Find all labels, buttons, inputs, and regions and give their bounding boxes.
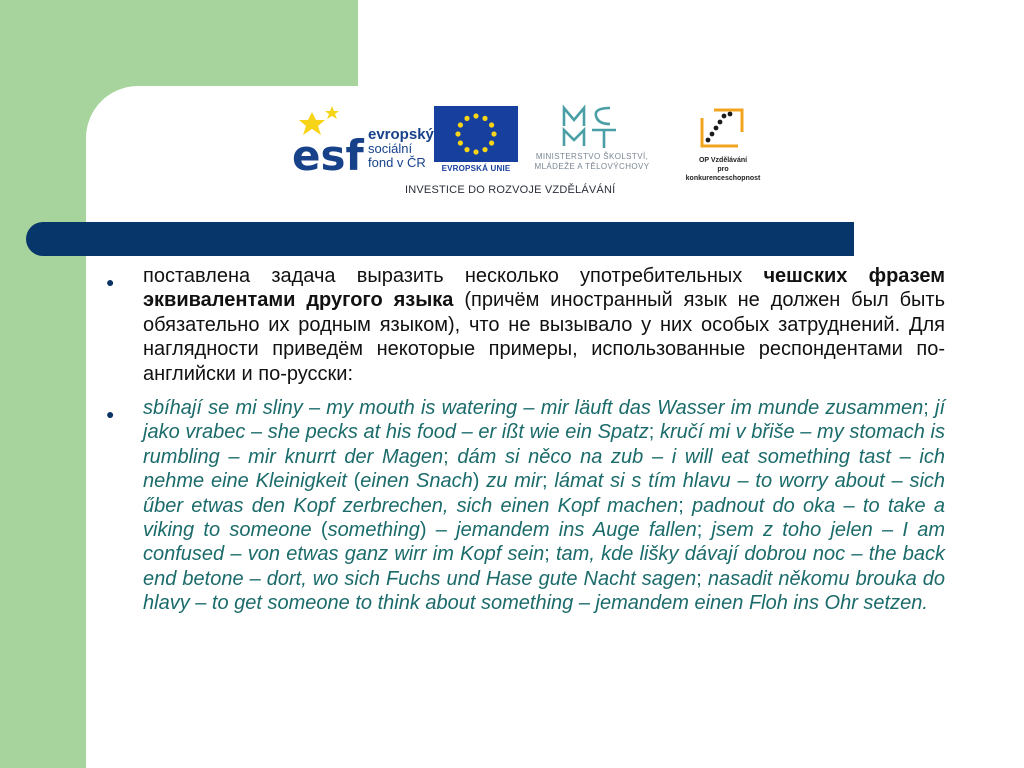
logo-strip: [290, 104, 770, 204]
bullet-item-2: ● sbíhají se mi sliny – my mouth is watering – mir läuft das Wasser im munde zusammen; jí jako vrabec – she pecks at his food – er ißt wie ein Spatz; kručí mi v břiše – my stomach is rumbling – mir knurrt der Magen; dám si něco na zub – i will eat something tast – ich nehme eine Kleinigkeit (einen Snach) zu mir; lámat si s tím hlavu – to worry about – sich űber etwas den Kopf zerbrechen, sich einen Kopf machen; padnout do oka – to take a viking to someone (something) – jemandem ins Auge fallen; jsem z toho jelen – I am confused – von etwas ganz wirr im Kopf sein; tam, kde lišky dávají dobrou noc – the back end betone – dort, wo sich Fuchs und Hase gute Nacht sagen; nasadit někomu brouka do hlavy – to get someone to think about something – jemandem einen Floh ins Ohr setzen.: [106, 397, 946, 615]
phrase-4-paren: einen Snach: [360, 470, 473, 493]
phrase-6-paren: something: [327, 519, 420, 542]
phrase-6-end: – jemandem ins Auge fallen: [426, 519, 697, 542]
esf-line1: evropský: [368, 126, 434, 143]
msmt-logo: [522, 104, 662, 176]
bullet-1-text-bold: чешских фразем эквивалентами другого языка: [143, 265, 945, 312]
slide-content: [100, 264, 945, 616]
esf-logo: [292, 104, 432, 174]
bullet-dot-icon: ●: [106, 406, 115, 423]
op-logo: [680, 106, 766, 182]
green-strip-left: [0, 0, 86, 768]
msmt-line2: MLÁDEŽE A TĚLOVÝCHOVY: [534, 162, 650, 171]
header-divider-bar: [26, 222, 854, 256]
phrase-2: jí jako vrabec – she pecks at his food – er ißt wie ein Spatz: [143, 397, 945, 444]
phrase-5: lámat si s tím hlavu – to worry about – sich űber etwas den Kopf zerbrechen, sich einen Kopf machen: [143, 470, 946, 517]
eu-label: EVROPSKÁ UNIE: [441, 164, 511, 173]
phrase-1: sbíhají se mi sliny – my mouth is watering – mir läuft das Wasser im munde zusammen: [143, 397, 924, 420]
msmt-text: [522, 152, 662, 172]
msmt-mark-icon: [560, 104, 620, 150]
op-line1: OP Vzdělávání: [698, 157, 748, 164]
bullet-dot-icon: ●: [106, 274, 115, 290]
bullet-1-text-a: поставлена задача выразить несколько употребительных: [143, 265, 764, 287]
phrase-4: dám si něco na zub – i will eat something tast – ich nehme eine Kleinigkeit: [143, 445, 945, 493]
esf-line3: fond v ČR: [368, 155, 426, 170]
phrase-3: kručí mi v břiše – my stomach is rumbling – mir knurrt der Magen: [143, 421, 945, 468]
esf-line2: sociální: [368, 141, 413, 156]
eu-logo: [434, 106, 518, 174]
svg-text:esf: esf: [292, 131, 364, 174]
esf-logo-text: [368, 128, 434, 170]
phrase-4-end: zu mir: [479, 470, 542, 493]
op-text: [680, 156, 766, 183]
phrase-9: nasadit někomu brouka do hlavy – to get someone to think about something – jemandem einen Floh ins Ohr setzen.: [143, 567, 945, 615]
phrase-6: padnout do oka – to take a viking to someone: [143, 494, 945, 542]
bullet-1-text-b: (причём иностранный язык не должен был быть обязательно их родным языком), что не вызывало у них особых затруднений. Для наглядности приведём некоторые примеры, использованные респондентами по-английски и по-русски:: [143, 289, 945, 385]
bullet-item-1: [100, 264, 945, 386]
op-line2: pro konkurenceschopnost: [685, 166, 761, 182]
esf-logo-icon: [292, 104, 368, 174]
msmt-line1: MINISTERSTVO ŠKOLSTVÍ,: [535, 152, 649, 161]
eu-flag-icon: [434, 106, 518, 162]
tagline: INVESTICE DO ROZVOJE VZDĚLÁVÁNÍ: [405, 184, 616, 196]
phrase-8: tam, kde lišky dávají dobrou noc – the back end betone – dort, wo sich Fuchs und Hase gute Nacht sagen: [143, 543, 945, 590]
phrase-7: jsem z toho jelen – I am confused – von etwas ganz wirr im Kopf sein: [143, 519, 945, 566]
op-mark-icon: [694, 106, 750, 152]
